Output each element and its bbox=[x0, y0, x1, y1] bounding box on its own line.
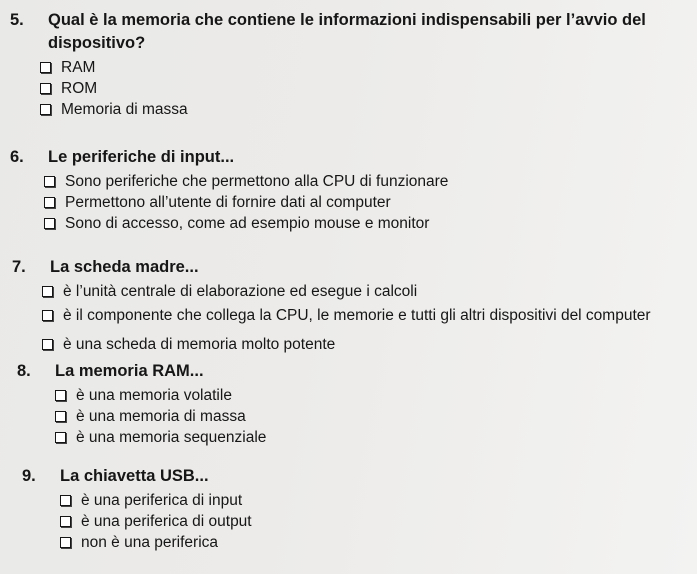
option-label: è una periferica di input bbox=[81, 492, 243, 509]
checkbox-icon[interactable] bbox=[44, 197, 55, 208]
option-label: è una memoria sequenziale bbox=[76, 429, 267, 446]
checkbox-icon[interactable] bbox=[60, 495, 71, 506]
question-number: 8. bbox=[17, 362, 31, 380]
checkbox-icon[interactable] bbox=[42, 286, 53, 297]
option-item[interactable] bbox=[60, 490, 252, 511]
option-label: è una periferica di output bbox=[81, 513, 252, 530]
question-number: 5. bbox=[10, 11, 24, 29]
option-item[interactable] bbox=[40, 78, 646, 99]
option-label: Sono di accesso, come ad esempio mouse e monitor bbox=[65, 215, 430, 232]
option-label: RAM bbox=[61, 59, 96, 76]
question-text: La chiavetta USB... bbox=[60, 467, 209, 485]
checkbox-icon[interactable] bbox=[44, 176, 55, 187]
option-label: è una memoria di massa bbox=[76, 408, 246, 425]
option-item[interactable] bbox=[55, 406, 266, 427]
option-label: è l’unità centrale di elaborazione ed esegue i calcoli bbox=[63, 283, 418, 300]
options-list bbox=[10, 57, 646, 120]
question-text: La scheda madre... bbox=[50, 258, 199, 276]
question-6 bbox=[10, 146, 448, 234]
question-text: Qual è la memoria che contiene le informazioni indispensabili per l’avvio del bbox=[48, 11, 646, 29]
question-number: 9. bbox=[22, 467, 36, 485]
question-5 bbox=[10, 9, 646, 120]
question-9 bbox=[22, 465, 252, 553]
option-label: Sono periferiche che permettono alla CPU di funzionare bbox=[65, 173, 449, 190]
option-item[interactable] bbox=[40, 57, 646, 78]
checkbox-icon[interactable] bbox=[40, 83, 51, 94]
option-item[interactable] bbox=[60, 511, 252, 532]
option-item[interactable] bbox=[42, 305, 651, 326]
question-text-continued: dispositivo? bbox=[48, 34, 146, 52]
checkbox-icon[interactable] bbox=[55, 432, 66, 443]
options-list bbox=[12, 281, 651, 355]
option-item[interactable] bbox=[60, 532, 252, 553]
checkbox-icon[interactable] bbox=[44, 218, 55, 229]
option-label: ROM bbox=[61, 80, 98, 97]
option-item[interactable] bbox=[44, 171, 448, 192]
option-item[interactable] bbox=[42, 281, 651, 302]
options-list bbox=[22, 490, 252, 553]
checkbox-icon[interactable] bbox=[60, 537, 71, 548]
checkbox-icon[interactable] bbox=[42, 310, 53, 321]
checkbox-icon[interactable] bbox=[42, 339, 53, 350]
option-label: è una memoria volatile bbox=[76, 387, 232, 404]
option-item[interactable] bbox=[44, 192, 448, 213]
options-list bbox=[17, 385, 266, 448]
question-text: Le periferiche di input... bbox=[48, 148, 235, 166]
option-item[interactable] bbox=[40, 99, 646, 120]
question-text: La memoria RAM... bbox=[55, 362, 204, 380]
checkbox-icon[interactable] bbox=[55, 411, 66, 422]
option-label: Memoria di massa bbox=[61, 101, 188, 118]
option-item[interactable] bbox=[42, 334, 651, 355]
checkbox-icon[interactable] bbox=[60, 516, 71, 527]
option-label: non è una periferica bbox=[81, 534, 219, 551]
checkbox-icon[interactable] bbox=[55, 390, 66, 401]
question-8 bbox=[17, 360, 266, 448]
option-label: è una scheda di memoria molto potente bbox=[63, 336, 336, 353]
option-label: è il componente che collega la CPU, le memorie e tutti gli altri dispositivi del computer bbox=[63, 307, 651, 324]
question-number: 7. bbox=[12, 258, 26, 276]
options-list bbox=[10, 171, 448, 234]
question-7 bbox=[12, 256, 651, 355]
option-item[interactable] bbox=[44, 213, 448, 234]
checkbox-icon[interactable] bbox=[40, 62, 51, 73]
checkbox-icon[interactable] bbox=[40, 104, 51, 115]
option-item[interactable] bbox=[55, 385, 266, 406]
question-number: 6. bbox=[10, 148, 24, 166]
option-label: Permettono all’utente di fornire dati al computer bbox=[65, 194, 391, 211]
option-item[interactable] bbox=[55, 427, 266, 448]
